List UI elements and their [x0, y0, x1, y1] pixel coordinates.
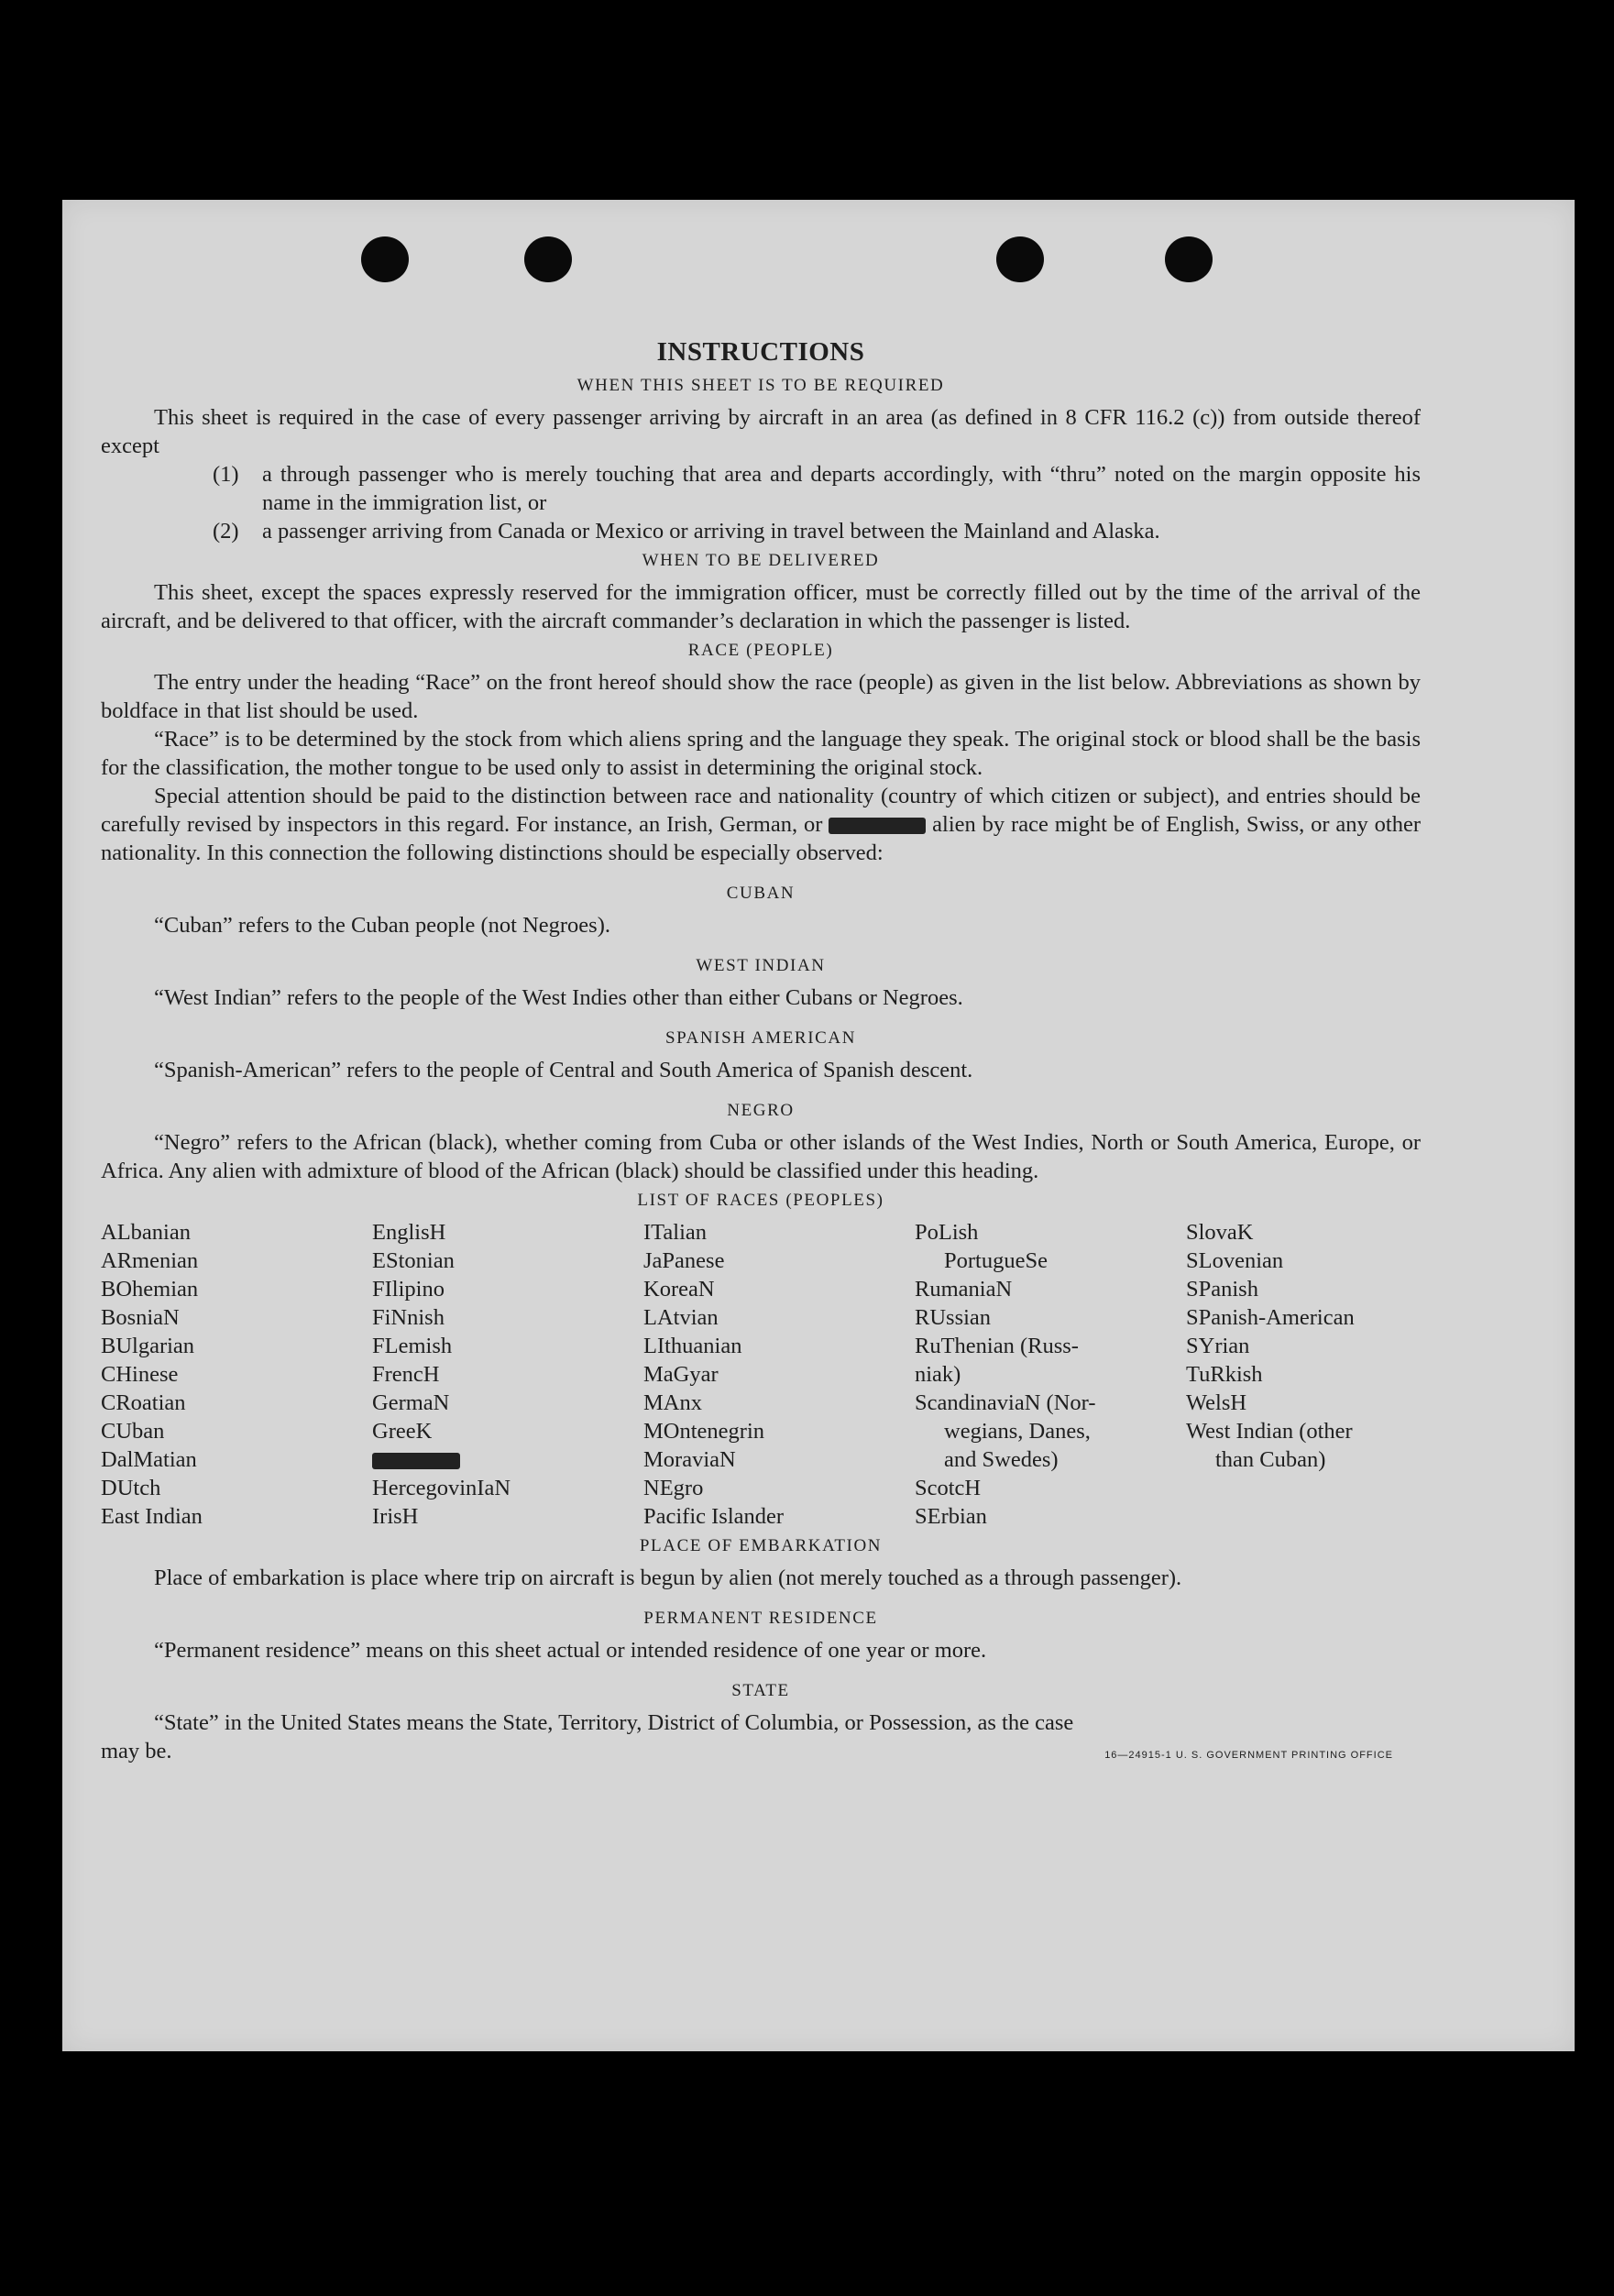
punch-hole [524, 236, 572, 282]
paragraph-race-3-part-a: Special attention should be paid to the distinction between race and nationality (country of which citizen or subject), and entries should be carefully revised by inspectors in this regard. For instance, an Irish, German, or [101, 784, 1421, 837]
race-entry: than Cuban) [1215, 1447, 1326, 1472]
race-entry: KoreaN [643, 1277, 715, 1302]
list-item [101, 460, 1421, 517]
race-entry: SLovenian [1186, 1248, 1284, 1273]
race-entry: ScotcH [915, 1476, 982, 1500]
punch-hole [361, 236, 409, 282]
paragraph-cuban: “Cuban” refers to the Cuban people (not Negroes). [154, 913, 610, 938]
paragraph-race-3 [101, 782, 1421, 867]
races-list [101, 1218, 1421, 1531]
race-entry: RuThenian (Russ- [915, 1334, 1079, 1358]
race-entry: LIthuanian [643, 1334, 742, 1358]
section-heading-cuban: CUBAN [726, 884, 796, 903]
race-entry: MoraviaN [643, 1447, 736, 1472]
section-heading-list-of-races: LIST OF RACES (PEOPLES) [637, 1191, 884, 1210]
race-entry: ScandinaviaN (Nor- [915, 1390, 1096, 1415]
race-entry: niak) [915, 1362, 961, 1387]
list-item-number: (2) [213, 519, 239, 544]
race-entry: RUssian [915, 1305, 992, 1330]
races-column-3 [643, 1218, 915, 1531]
paragraph-when-required: This sheet is required in the case of every passenger arriving by aircraft in an area (as defined in 8 CFR 116.2 (c)) from outside thereof except [101, 405, 1421, 458]
paragraph-negro: “Negro” refers to the African (black), whether coming from Cuba or other islands of the West Indies, North or South America, Europe, or Africa. Any alien with admixture of blood of the African (black) should be classified under this heading. [101, 1130, 1421, 1183]
footer-line [101, 1737, 1421, 1770]
race-entry: MaGyar [643, 1362, 719, 1387]
paragraph-race-1: The entry under the heading “Race” on the front hereof should show the race (people) as given in the list below. Abbreviations as shown by boldface in that list should be used. [101, 670, 1421, 723]
races-column-4 [915, 1218, 1186, 1531]
race-entry: TuRkish [1186, 1362, 1263, 1387]
section-heading-negro: NEGRO [727, 1101, 795, 1120]
paragraph-permanent-residence: “Permanent residence” means on this sheet actual or intended residence of one year or more. [154, 1638, 987, 1663]
punch-hole [996, 236, 1044, 282]
punch-hole [1165, 236, 1213, 282]
race-entry: EnglisH [372, 1220, 446, 1245]
print-code: 16—24915-1 U. S. GOVERNMENT PRINTING OFFICE [1104, 1750, 1393, 1761]
race-entry: FiNnish [372, 1305, 445, 1330]
race-entry: and Swedes) [944, 1447, 1059, 1472]
redaction-mark [372, 1453, 460, 1469]
paragraph-place-of-embarkation: Place of embarkation is place where trip on aircraft is begun by alien (not merely touched as a through passenger). [154, 1565, 1182, 1590]
paragraph-west-indian: “West Indian” refers to the people of the West Indies other than either Cubans or Negroes. [154, 985, 963, 1010]
list-item-text: a through passenger who is merely touching that area and departs accordingly, with “thru” noted on the margin opposite his name in the immigration list, or [262, 462, 1421, 515]
paragraph-when-delivered: This sheet, except the spaces expressly reserved for the immigration officer, must be correctly filled out by the time of the arrival of the aircraft, and be delivered to that officer, with the aircraft commander’s declaration in which the passenger is listed. [101, 580, 1421, 633]
race-entry: MOntenegrin [643, 1419, 764, 1444]
race-entry: RumaniaN [915, 1277, 1013, 1302]
paragraph-state: “State” in the United States means the State, Territory, District of Columbia, or Possession, as the case [154, 1710, 1074, 1735]
section-heading-when-delivered: WHEN TO BE DELIVERED [642, 551, 880, 570]
section-heading-race: RACE (PEOPLE) [687, 641, 834, 660]
race-entry: FLemish [372, 1334, 453, 1358]
race-entry: PoLish [915, 1220, 979, 1245]
race-entry: FrencH [372, 1362, 440, 1387]
race-entry: East Indian [101, 1504, 203, 1529]
redaction-mark [829, 818, 926, 834]
list-item-text: a passenger arriving from Canada or Mexico or arriving in travel between the Mainland and Alaska. [262, 519, 1160, 544]
races-column-5 [1186, 1218, 1457, 1531]
race-entry: BOhemian [101, 1277, 199, 1302]
race-entry: DUtch [101, 1476, 161, 1500]
race-entry: GermaN [372, 1390, 450, 1415]
race-entry: IrisH [372, 1504, 419, 1529]
race-entry: West Indian (other [1186, 1419, 1353, 1444]
race-entry: ITalian [643, 1220, 708, 1245]
paragraph-state-end: may be. [101, 1739, 172, 1763]
race-entry: DalMatian [101, 1447, 197, 1472]
race-entry: SErbian [915, 1504, 987, 1529]
section-heading-west-indian: WEST INDIAN [696, 956, 826, 975]
section-heading-permanent-residence: PERMANENT RESIDENCE [643, 1609, 878, 1628]
race-entry: SYrian [1186, 1334, 1250, 1358]
race-entry: CRoatian [101, 1390, 186, 1415]
race-entry: BosniaN [101, 1305, 180, 1330]
paragraph-spanish-american: “Spanish-American” refers to the people of Central and South America of Spanish descent. [154, 1058, 973, 1082]
race-entry: CHinese [101, 1362, 179, 1387]
race-entry: BUlgarian [101, 1334, 195, 1358]
race-entry: NEgro [643, 1476, 704, 1500]
race-entry: SPanish [1186, 1277, 1258, 1302]
section-heading-spanish-american: SPANISH AMERICAN [664, 1028, 857, 1048]
race-entry: HercegovinIaN [372, 1476, 511, 1500]
race-entry: PortugueSe [944, 1248, 1048, 1273]
race-entry: wegians, Danes, [944, 1419, 1091, 1444]
section-heading-when-required: WHEN THIS SHEET IS TO BE REQUIRED [576, 376, 945, 395]
race-entry: ARmenian [101, 1248, 199, 1273]
section-heading-place-of-embarkation: PLACE OF EMBARKATION [639, 1536, 883, 1555]
race-entry: LAtvian [643, 1305, 719, 1330]
page-title: INSTRUCTIONS [656, 337, 865, 367]
section-heading-state: STATE [731, 1681, 790, 1700]
race-entry-redacted [372, 1445, 643, 1474]
race-entry: CUban [101, 1419, 165, 1444]
paragraph-race-3-part-b: alien by race might be of English, Swiss, or any other nationality. In this connection the following distinctions should be especially observed: [101, 812, 1422, 865]
paragraph-race-2: “Race” is to be determined by the stock from which aliens spring and the language they speak. The original stock or blood shall be the basis for the classification, the mother tongue to be used only to assist in determining the original stock. [101, 727, 1421, 780]
race-entry: SlovaK [1186, 1220, 1254, 1245]
races-column-2 [372, 1218, 643, 1531]
document-content [101, 335, 1421, 1770]
document-sheet [62, 200, 1575, 2051]
race-entry: JaPanese [643, 1248, 725, 1273]
race-entry: MAnx [643, 1390, 702, 1415]
race-entry: SPanish-American [1186, 1305, 1355, 1330]
race-entry: Pacific Islander [643, 1504, 785, 1529]
list-item-number: (1) [213, 462, 239, 487]
race-entry: FIlipino [372, 1277, 445, 1302]
race-entry: ALbanian [101, 1220, 191, 1245]
race-entry: WelsH [1186, 1390, 1247, 1415]
race-entry: EStonian [372, 1248, 455, 1273]
list-item [101, 517, 1421, 545]
race-entry: GreeK [372, 1419, 433, 1444]
races-column-1 [101, 1218, 372, 1531]
